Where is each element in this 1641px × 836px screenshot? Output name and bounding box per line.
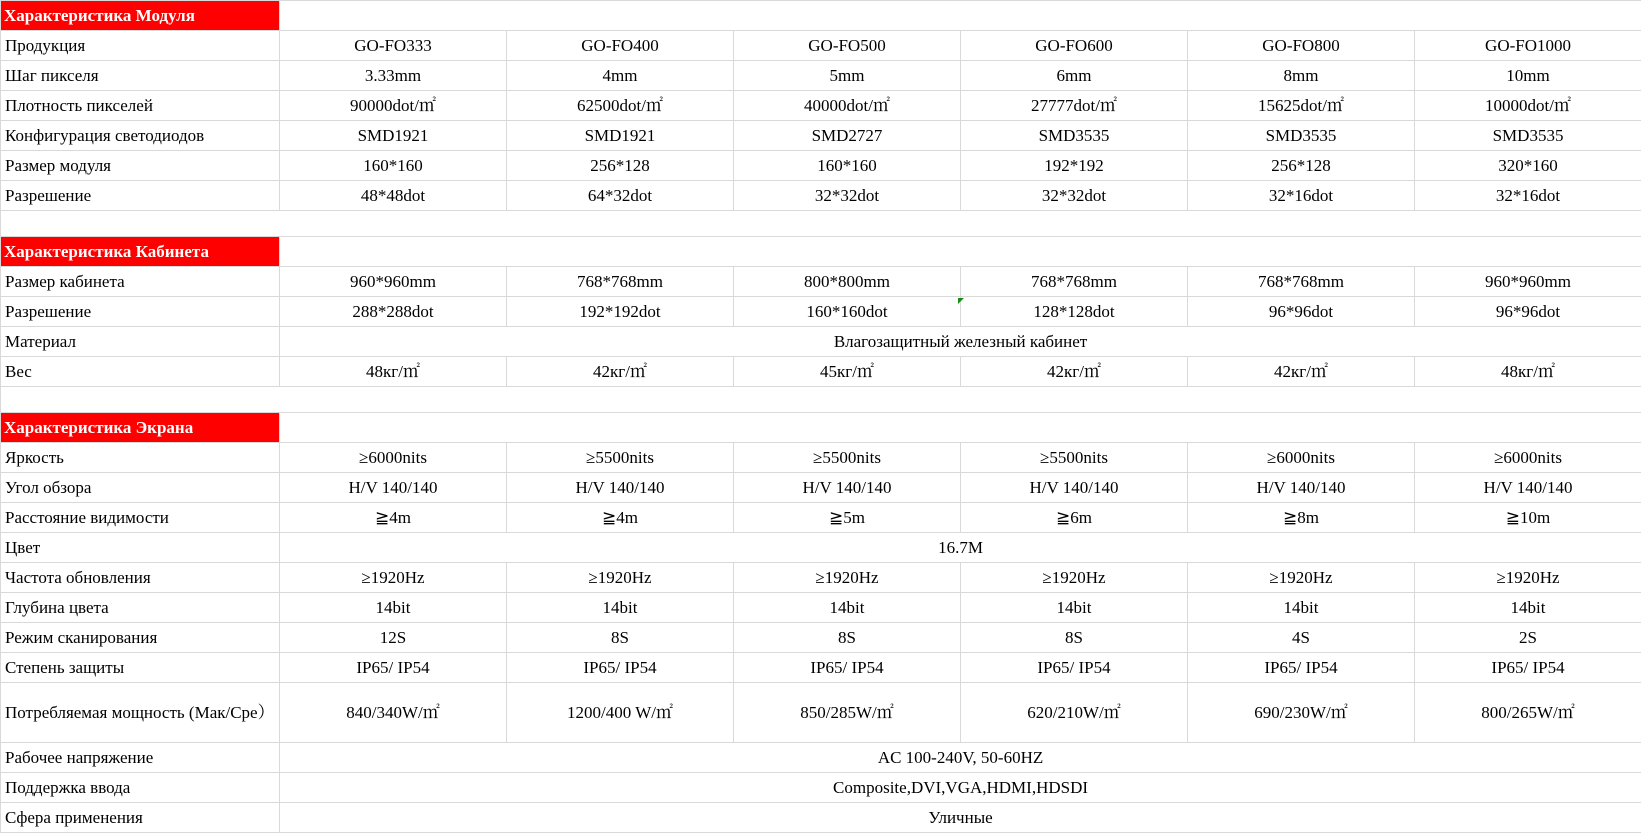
cell[interactable]: GO-FO400	[507, 31, 734, 61]
empty-cell[interactable]	[280, 237, 1641, 267]
row-label[interactable]: Расстояние видимости	[1, 503, 280, 533]
cell[interactable]: 32*16dot	[1415, 181, 1641, 211]
row-label[interactable]: Потребляемая мощность (Мак/Сре）	[1, 683, 280, 743]
cell[interactable]: GO-FO600	[961, 31, 1188, 61]
cell[interactable]: 620/210W/㎡	[961, 683, 1188, 743]
cell[interactable]: ≥1920Hz	[1415, 563, 1641, 593]
empty-cell[interactable]	[280, 413, 1641, 443]
cell[interactable]: 14bit	[734, 593, 961, 623]
cell[interactable]: H/V 140/140	[961, 473, 1188, 503]
cell[interactable]: IP65/ IP54	[507, 653, 734, 683]
cell[interactable]: 850/285W/㎡	[734, 683, 961, 743]
row-label[interactable]: Поддержка ввода	[1, 773, 280, 803]
cell[interactable]: 960*960mm	[280, 267, 507, 297]
table-row	[1, 653, 1641, 683]
cell[interactable]: H/V 140/140	[734, 473, 961, 503]
cell[interactable]: ≥6000nits	[1415, 443, 1641, 473]
cell[interactable]: 2S	[1415, 623, 1641, 653]
table-row	[1, 473, 1641, 503]
cell[interactable]: GO-FO500	[734, 31, 961, 61]
row-label[interactable]: Размер модуля	[1, 151, 280, 181]
cell[interactable]: 32*32dot	[734, 181, 961, 211]
cell[interactable]: 96*96dot	[1415, 297, 1641, 327]
row-label[interactable]: Шаг пикселя	[1, 61, 280, 91]
cell[interactable]: 32*16dot	[1188, 181, 1415, 211]
row-label[interactable]: Глубина цвета	[1, 593, 280, 623]
cell[interactable]: IP65/ IP54	[1415, 653, 1641, 683]
merged-cell[interactable]: 16.7M	[280, 533, 1641, 563]
table-row	[1, 327, 1641, 357]
cell[interactable]: 768*768mm	[961, 267, 1188, 297]
cell[interactable]: 320*160	[1415, 151, 1641, 181]
cell[interactable]: SMD1921	[507, 121, 734, 151]
cell[interactable]: SMD3535	[1188, 121, 1415, 151]
cell[interactable]: ≥5500nits	[961, 443, 1188, 473]
table-row	[1, 151, 1641, 181]
row-label[interactable]: Продукция	[1, 31, 280, 61]
cell[interactable]: ≥1920Hz	[507, 563, 734, 593]
cell[interactable]: GO-FO1000	[1415, 31, 1641, 61]
table-row	[1, 443, 1641, 473]
cell[interactable]: 14bit	[280, 593, 507, 623]
cell[interactable]: IP65/ IP54	[1188, 653, 1415, 683]
row-label[interactable]: Угол обзора	[1, 473, 280, 503]
cell[interactable]: 690/230W/㎡	[1188, 683, 1415, 743]
cell[interactable]: 1200/400 W/㎡	[507, 683, 734, 743]
table-row	[1, 563, 1641, 593]
cell[interactable]: 42кг/㎡	[1188, 357, 1415, 387]
cell[interactable]: 256*128	[507, 151, 734, 181]
cell[interactable]: 90000dot/㎡	[280, 91, 507, 121]
table-row	[1, 683, 1641, 743]
cell[interactable]: 3.33mm	[280, 61, 507, 91]
cell[interactable]: 160*160	[280, 151, 507, 181]
cell[interactable]: ≧10m	[1415, 503, 1641, 533]
row-label[interactable]: Степень защиты	[1, 653, 280, 683]
cell[interactable]: 160*160	[734, 151, 961, 181]
table-row	[1, 743, 1641, 773]
cell[interactable]: 27777dot/㎡	[961, 91, 1188, 121]
cell[interactable]: ≥1920Hz	[961, 563, 1188, 593]
cell[interactable]: ≥1920Hz	[280, 563, 507, 593]
cell[interactable]: 40000dot/㎡	[734, 91, 961, 121]
cell[interactable]: 840/340W/㎡	[280, 683, 507, 743]
cell[interactable]: 256*128	[1188, 151, 1415, 181]
table-row	[1, 357, 1641, 387]
table-row	[1, 533, 1641, 563]
cell[interactable]: ≥6000nits	[280, 443, 507, 473]
merged-cell[interactable]: Уличные	[280, 803, 1641, 833]
row-label[interactable]: Режим сканирования	[1, 623, 280, 653]
table-row	[1, 297, 1641, 327]
table-row	[1, 61, 1641, 91]
cell[interactable]: IP65/ IP54	[961, 653, 1188, 683]
spacer-row	[1, 387, 1641, 413]
section-header-module[interactable]: Характеристика Модуля	[1, 1, 280, 31]
cell[interactable]: ≥1920Hz	[1188, 563, 1415, 593]
comment-marker-icon	[958, 298, 964, 304]
cell[interactable]: GO-FO800	[1188, 31, 1415, 61]
cell[interactable]: SMD1921	[280, 121, 507, 151]
cell[interactable]: H/V 140/140	[1188, 473, 1415, 503]
cell[interactable]: 192*192	[961, 151, 1188, 181]
row-label[interactable]: Цвет	[1, 533, 280, 563]
cell[interactable]: 14bit	[961, 593, 1188, 623]
cell[interactable]: 6mm	[961, 61, 1188, 91]
cell[interactable]: 14bit	[507, 593, 734, 623]
table-row	[1, 593, 1641, 623]
row-label[interactable]: Частота обновления	[1, 563, 280, 593]
cell[interactable]: 48кг/㎡	[1415, 357, 1641, 387]
table-row	[1, 121, 1641, 151]
section-header-screen[interactable]: Характеристика Экрана	[1, 413, 280, 443]
cell[interactable]: 10000dot/㎡	[1415, 91, 1641, 121]
cell[interactable]: 768*768mm	[507, 267, 734, 297]
cell[interactable]: 288*288dot	[280, 297, 507, 327]
cell[interactable]: ≧5m	[734, 503, 961, 533]
row-label[interactable]: Разрешение	[1, 181, 280, 211]
row-label[interactable]: Рабочее напряжение	[1, 743, 280, 773]
spacer-row	[1, 211, 1641, 237]
table-row	[1, 181, 1641, 211]
cell[interactable]: H/V 140/140	[280, 473, 507, 503]
empty-cell[interactable]	[280, 1, 1641, 31]
section-header-cabinet[interactable]: Характеристика Кабинета	[1, 237, 280, 267]
cell[interactable]: 14bit	[1188, 593, 1415, 623]
cell[interactable]: 800*800mm	[734, 267, 961, 297]
cell[interactable]: 160*160dot	[734, 297, 961, 327]
row-label[interactable]: Яркость	[1, 443, 280, 473]
table-row	[1, 803, 1641, 833]
cell[interactable]: H/V 140/140	[1415, 473, 1641, 503]
cell[interactable]: 62500dot/㎡	[507, 91, 734, 121]
cell[interactable]: SMD3535	[1415, 121, 1641, 151]
cell[interactable]: 800/265W/㎡	[1415, 683, 1641, 743]
cell[interactable]: 32*32dot	[961, 181, 1188, 211]
cell[interactable]: 4S	[1188, 623, 1415, 653]
merged-cell[interactable]: AC 100-240V, 50-60HZ	[280, 743, 1641, 773]
cell[interactable]: ≥1920Hz	[734, 563, 961, 593]
cell[interactable]: ≥6000nits	[1188, 443, 1415, 473]
cell[interactable]: 64*32dot	[507, 181, 734, 211]
cell[interactable]: H/V 140/140	[507, 473, 734, 503]
row-label[interactable]: Конфигурация светодиодов	[1, 121, 280, 151]
cell[interactable]: 96*96dot	[1188, 297, 1415, 327]
row-label[interactable]: Сфера применения	[1, 803, 280, 833]
table-row	[1, 623, 1641, 653]
cell[interactable]: 192*192dot	[507, 297, 734, 327]
cell[interactable]: 960*960mm	[1415, 267, 1641, 297]
cell[interactable]: 45кг/㎡	[734, 357, 961, 387]
table-row	[1, 773, 1641, 803]
cell[interactable]: ≧4m	[280, 503, 507, 533]
merged-cell[interactable]: Composite,DVI,VGA,HDMI,HDSDI	[280, 773, 1641, 803]
cell[interactable]: 12S	[280, 623, 507, 653]
row-label[interactable]: Плотность пикселей	[1, 91, 280, 121]
cell[interactable]: 42кг/㎡	[961, 357, 1188, 387]
table-row	[1, 267, 1641, 297]
merged-cell[interactable]: Влагозащитный железный кабинет	[280, 327, 1641, 357]
empty-cell[interactable]	[1, 211, 1641, 237]
row-label[interactable]: Материал	[1, 327, 280, 357]
cell[interactable]: ≥5500nits	[734, 443, 961, 473]
cell[interactable]: ≧6m	[961, 503, 1188, 533]
cell[interactable]: 4mm	[507, 61, 734, 91]
cell[interactable]: 128*128dot	[961, 297, 1188, 327]
cell[interactable]: 8S	[507, 623, 734, 653]
cell[interactable]: 42кг/㎡	[507, 357, 734, 387]
cell[interactable]: 14bit	[1415, 593, 1641, 623]
cell[interactable]: 48кг/㎡	[280, 357, 507, 387]
cell[interactable]: 5mm	[734, 61, 961, 91]
cell[interactable]: 768*768mm	[1188, 267, 1415, 297]
table-row	[1, 503, 1641, 533]
cell[interactable]: SMD2727	[734, 121, 961, 151]
cell[interactable]: 15625dot/㎡	[1188, 91, 1415, 121]
table-row	[1, 91, 1641, 121]
cell[interactable]: 8S	[961, 623, 1188, 653]
row-label[interactable]: Разрешение	[1, 297, 280, 327]
cell[interactable]: SMD3535	[961, 121, 1188, 151]
cell[interactable]: IP65/ IP54	[734, 653, 961, 683]
cell[interactable]: ≥5500nits	[507, 443, 734, 473]
cell[interactable]: 10mm	[1415, 61, 1641, 91]
cell[interactable]: 48*48dot	[280, 181, 507, 211]
cell[interactable]: IP65/ IP54	[280, 653, 507, 683]
cell[interactable]: ≧4m	[507, 503, 734, 533]
empty-cell[interactable]	[1, 387, 1641, 413]
row-label[interactable]: Вес	[1, 357, 280, 387]
cell[interactable]: ≧8m	[1188, 503, 1415, 533]
table-row	[1, 31, 1641, 61]
cell[interactable]: 8mm	[1188, 61, 1415, 91]
cell[interactable]: 8S	[734, 623, 961, 653]
cell[interactable]: GO-FO333	[280, 31, 507, 61]
row-label[interactable]: Размер кабинета	[1, 267, 280, 297]
